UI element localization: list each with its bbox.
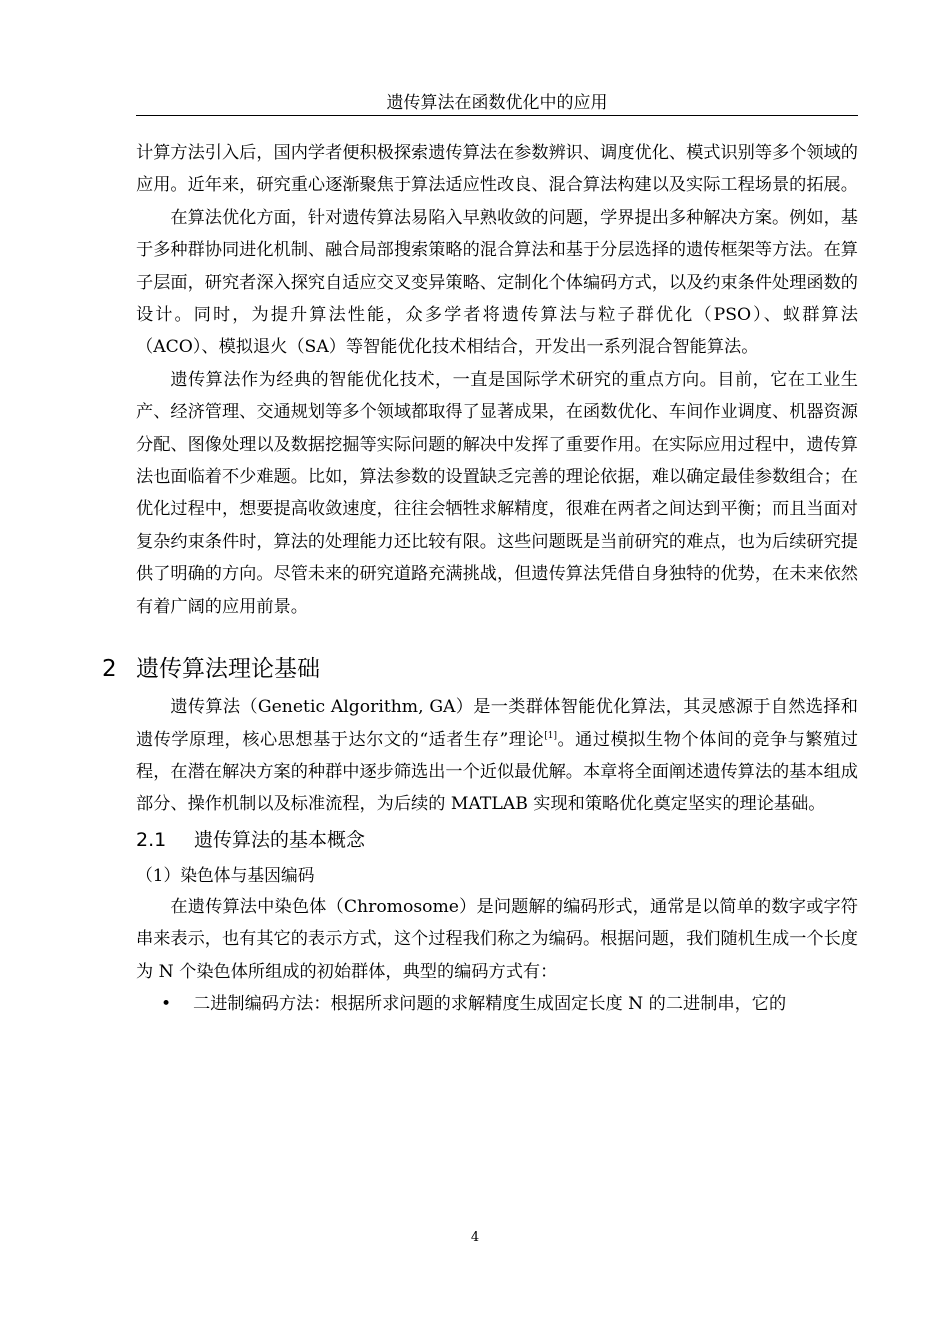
paragraph: 在遗传算法中染色体（Chromosome）是问题解的编码形式，通常是以简单的数字或字符串来表示，也有其它的表示方式，这个过程我们称之为编码。根据问题，我们随机生成一个长度为 N 个染色体所组成的初始群体，典型的编码方式有：: [136, 896, 858, 982]
citation-reference: [1]: [544, 730, 557, 741]
section-title: 遗传算法理论基础: [136, 656, 320, 683]
section-number: 2: [102, 656, 117, 683]
running-header-title: 遗传算法在函数优化中的应用: [386, 93, 608, 113]
subsection-heading: [136, 823, 858, 857]
bullet-dot: •: [161, 993, 172, 1014]
subsection-number: 2.1: [136, 828, 167, 851]
section-intro-paragraph: [136, 691, 858, 821]
paragraph: 遗传算法作为经典的智能优化技术，一直是国际学术研究的重点方向。目前，它在工业生产、经济管理、交通规划等多个领域都取得了显著成果，在函数优化、车间作业调度、机器资源分配、图像处理以及数据挖掘等实际问题的解决中发挥了重要作用。在实际应用过程中，遗传算法也面临着不少难题。比如，算法参数的设置缺乏完善的理论依据，难以确定最佳参数组合；在优化过程中，想要提高收敛速度，往往会牺牲求解精度，很难在两者之间达到平衡；而且当面对复杂约束条件时，算法的处理能力还比较有限。这些问题既是当前研究的难点，也为后续研究提供了明确的方向。尽管未来的研究道路充满挑战，但遗传算法凭借自身独特的优势，在未来依然有着广阔的应用前景。: [136, 369, 858, 617]
header-rule: [136, 115, 858, 116]
bullet-item: [136, 988, 858, 1020]
paragraph: 在算法优化方面，针对遗传算法易陷入早熟收敛的问题，学界提出多种解决方案。例如，基于多种群协同进化机制、融合局部搜索策略的混合算法和基于分层选择的遗传框架等方法。在算子层面，研究者深入探究自适应交叉变异策略、定制化个体编码方式，以及约束条件处理函数的设计。同时，为提升算法性能，众多学者将遗传算法与粒子群优化（PSO）、蚁群算法（ACO）、模拟退火（SA）等智能优化技术相结合，开发出一系列混合智能算法。: [136, 207, 858, 358]
section-heading: [102, 651, 858, 687]
intro-text: 遗传算法（Genetic Algorithm, GA）是一类群体智能优化算法，其灵感源于自然选择和遗传学原理，核心思想基于达尔文的“适者生存”理论: [136, 697, 858, 750]
paragraph: 计算方法引入后，国内学者便积极探索遗传算法在参数辨识、调度优化、模式识别等多个领域的应用。近年来，研究重心逐渐聚焦于算法适应性改良、混合算法构建以及实际工程场景的拓展。: [136, 143, 858, 196]
intro-text-continued: 。通过模拟生物个体间的竞争与繁殖过程，在潜在解决方案的种群中逐步筛选出一个近似最优解。本章将全面阐述遗传算法的基本组成部分、操作机制以及标准流程，为后续的 MATLAB 实现和策略优化奠定坚实的理论基础。: [136, 729, 858, 815]
page-content: [102, 137, 858, 1020]
page-number: 4: [470, 1230, 480, 1245]
bullet-text: 二进制编码方法：根据所求问题的求解精度生成固定长度 N 的二进制串，它的: [193, 993, 787, 1014]
subsection-title: 遗传算法的基本概念: [194, 828, 366, 851]
subheading-chromosome: （1）染色体与基因编码: [136, 864, 315, 885]
